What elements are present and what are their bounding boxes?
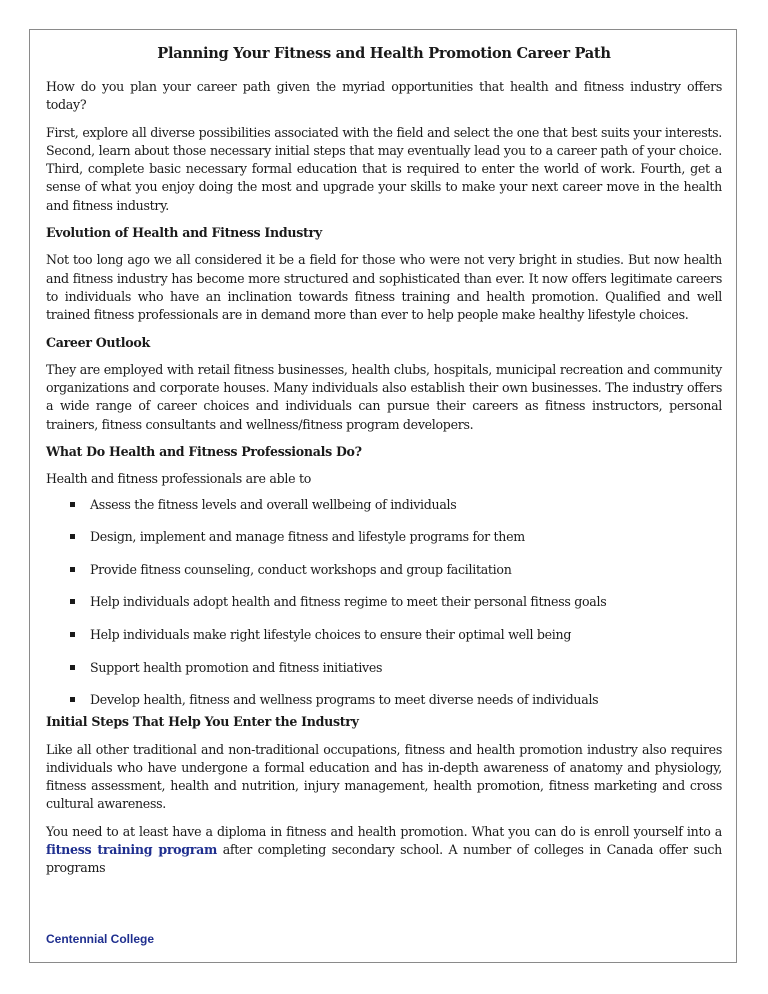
what-they-do-lead: Health and fitness professionals are able to [46, 471, 311, 487]
square-bullet-icon [70, 665, 75, 670]
diploma-paragraph [46, 823, 722, 878]
list-item-text: Develop health, fitness and wellness programs to meet diverse needs of individuals [90, 692, 599, 708]
square-bullet-icon [70, 534, 75, 539]
list-item [46, 691, 722, 713]
list-item-text: Help individuals make right lifestyle choices to ensure their optimal well being [90, 627, 572, 643]
list-item [46, 496, 722, 529]
list-item-text: Provide fitness counseling, conduct workshops and group facilitation [90, 561, 512, 577]
diploma-text-before: You need to at least have a diploma in fitness and health promotion. What you can do is enroll yourself into a [46, 823, 722, 839]
diploma-text-after: after completing secondary school. A number of colleges in Canada offer such programs [46, 841, 722, 876]
list-item-text: Assess the fitness levels and overall wellbeing of individuals [90, 496, 457, 512]
list-item [46, 561, 722, 594]
heading-evolution: Evolution of Health and Fitness Industry [46, 225, 322, 241]
list-item-text: Design, implement and manage fitness and lifestyle programs for them [90, 529, 525, 545]
square-bullet-icon [70, 599, 75, 604]
evolution-paragraph: Not too long ago we all considered it be a field for those who were not very bright in studies. But now health and fitness industry has become more structured and sophisticated than ever. It now offers legitimate careers to individuals who have an inclination towards fitness training and health promotion. Qualified and well trained fitness professionals are in demand more than ever to help people make healthy lifestyle choices. [46, 252, 722, 323]
intro-paragraph: How do you plan your career path given the myriad opportunities that health and fitness industry offers today? [46, 79, 722, 113]
heading-initial-steps: Initial Steps That Help You Enter the Industry [46, 714, 359, 730]
heading-career-outlook: Career Outlook [46, 334, 150, 350]
footer-college-name: Centennial College [46, 932, 155, 946]
square-bullet-icon [70, 502, 75, 507]
fitness-training-program-link[interactable]: fitness training program [46, 841, 218, 857]
square-bullet-icon [70, 697, 75, 702]
list-item [46, 626, 722, 659]
document-body [46, 44, 722, 887]
bullet-list [46, 496, 722, 714]
list-item-text: Support health promotion and fitness initiatives [90, 659, 383, 675]
list-item [46, 593, 722, 626]
steps-paragraph: First, explore all diverse possibilities associated with the field and select the one that best suits your interests. Second, learn about those necessary initial steps that may eventually lead you to a career path of your choice. Third, complete basic necessary formal education that is required to enter the world of work. Fourth, get a sense of what you enjoy doing the most and upgrade your skills to make your next career move in the health and fitness industry. [46, 124, 722, 213]
outlook-paragraph: They are employed with retail fitness businesses, health clubs, hospitals, municipal recreation and community organizations and corporate houses. Many individuals also establish their own businesses. The industry offers a wide range of career choices and individuals can pursue their careers as fitness instructors, personal trainers, fitness consultants and wellness/fitness program developers. [46, 361, 722, 432]
document-title: Planning Your Fitness and Health Promotion Career Path [157, 45, 611, 62]
list-item [46, 659, 722, 692]
square-bullet-icon [70, 632, 75, 637]
heading-what-they-do: What Do Health and Fitness Professionals Do? [46, 444, 362, 460]
square-bullet-icon [70, 567, 75, 572]
list-item-text: Help individuals adopt health and fitness regime to meet their personal fitness goals [90, 594, 607, 610]
list-item [46, 528, 722, 561]
initial-steps-paragraph: Like all other traditional and non-traditional occupations, fitness and health promotion industry also requires individuals who have undergone a formal education and has in-depth awareness of anatomy and physiology, fitness assessment, health and nutrition, injury management, health promotion, fitness marketing and cross cultural awareness. [46, 741, 722, 812]
